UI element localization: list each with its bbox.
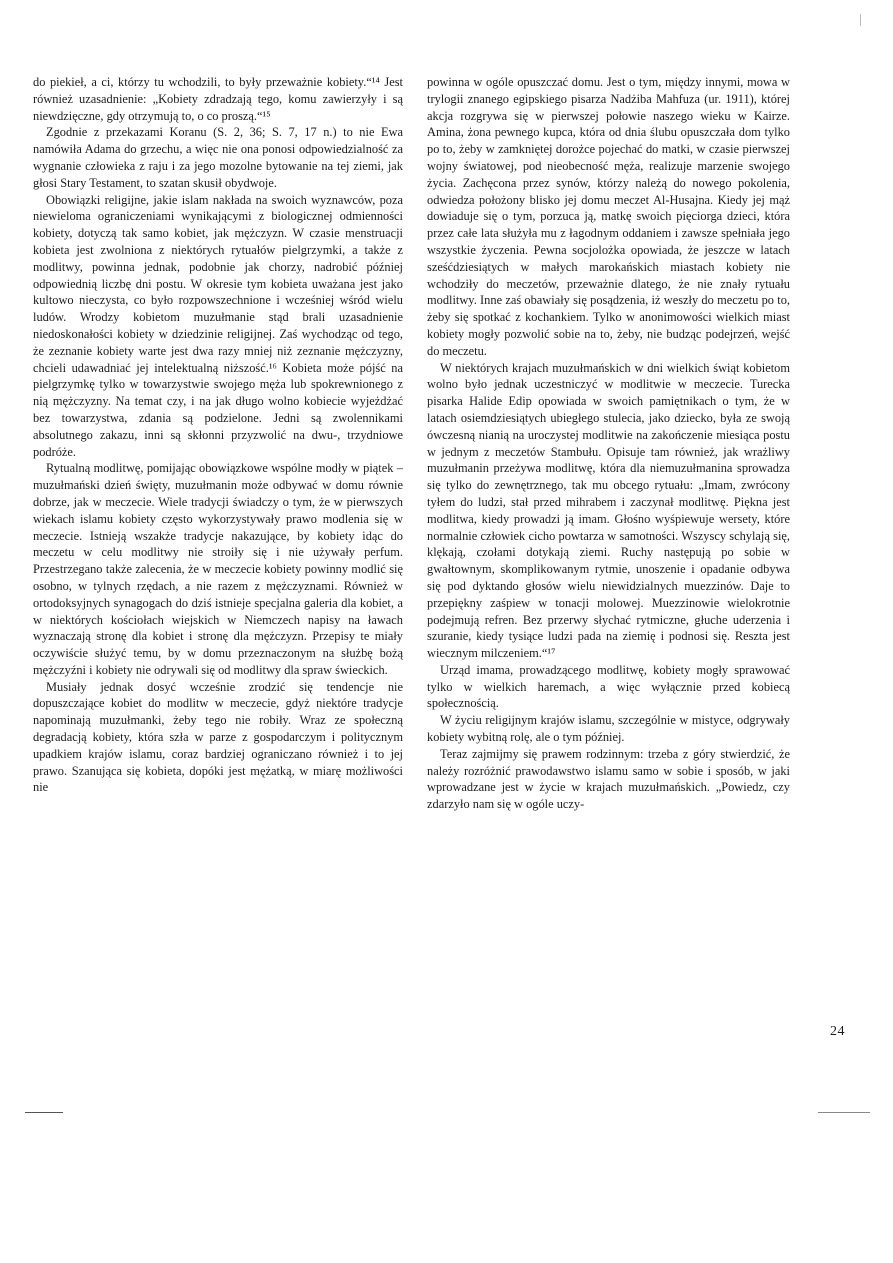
margin-mark (860, 14, 861, 26)
right-column (427, 74, 790, 813)
paragraph: powinna w ogóle opuszczać domu. Jest o tym, między innymi, mowa w trylogii znanego egipskiego pisarza Nadżiba Mahfuza (ur. 1911), której akcja rozgrywa się w pierwszej połowie naszego wieku w Kairze. Amina, żona pewnego kupca, która od dnia ślubu opuszczała dom tylko po to, żeby w zamkniętej dorożce pojechać do matki, w czasie pierwszej wojny światowej, pod nieobecność męża, realizuje marzenie swojego życia. Zachęcona przez synów, którzy należą do nowego pokolenia, odwiedza położony blisko jej domu meczet Al-Husajna. Kiedy jej mąż dowiaduje się o tym, porzuca ją, matkę swoich pięciorga dzieci, która przez całe lata służyła mu z łagodnym oddaniem i zawsze spełniała jego wszystkie życzenia. Pewna socjolożka opowiada, że jeszcze w latach sześćdziesiątych w małych marokańskich miastach kobiety nie wchodziły do meczetów, przeważnie dlatego, że nie znały rytuału modlitwy. Inne zaś obawiały się posądzenia, iż weszły do meczetu po to, żeby się spotkać z kochankiem. Tylko w anonimowości wielkich miast kobiety mogły pozwolić sobie na to, żeby, nie budząc podejrzeń, wejść do meczetu. (427, 75, 790, 358)
paragraph: Urząd imama, prowadzącego modlitwę, kobiety mogły sprawować tylko w wielkich haremach, a więc wyłącznie przed kobiecą społecznością. (427, 662, 790, 711)
paragraph: Zgodnie z przekazami Koranu (S. 2, 36; S. 7, 17 n.) to nie Ewa namówiła Adama do grzechu, a więc nie ona ponosi odpowiedzialność za wygnanie człowieka z raju i za jego mozolne bytowanie na tej ziemi, jak głosi Stary Testament, to szatan skusił obydwoje. (33, 125, 403, 190)
paragraph: Obowiązki religijne, jakie islam nakłada na swoich wyznawców, poza niewieloma ograniczeniami wynikającymi z biologicznej odmienności kobiety, dotyczą tak samo kobiet, jak mężczyzn. W czasie menstruacji kobieta jest zwolniona z niektórych rytuałów pielgrzymki, a także z modlitwy, powinna jednak, podobnie jak chorzy, nadrobić później odpowiednią liczbę dni postu. W okresie tym kobieta uważana jest jako kultowo nieczysta, co było rozpowszechnione i wcześniej wśród wielu ludów. Wrodzy kobietom muzułmanie stąd brali uzasadnienie niedoskonałości kobiety w dziedzinie religijnej. Zaś wychodząc od tego, że zeznanie kobiety warte jest dwa razy mniej niż zeznanie mężczyzny, chcieli udawadniać jej intelektualną niższość.¹⁶ Kobieta może pójść na pielgrzymkę tylko w towarzystwie swojego męża lub spokrewnionego z nią mężczyzny. Na temat czy, i na jak długo wolno kobiecie wyjeżdżać bez towarzystwa, zdania są podzielone. Jedni są zwolennikami absolutnego zakazu, inni są skłonni przyzwolić na dwu-, trzydniowe podróże. (33, 192, 403, 459)
bottom-rule-right (818, 1112, 870, 1113)
paragraph: Musiały jednak dosyć wcześnie zrodzić się tendencje nie dopuszczające kobiet do modlitw w meczecie, gdyż niektóre tradycje napominają muzułmanki, żeby tego nie robiły. Wraz ze społeczną degradacją kobiety, która szła w parze z gospodarczym i politycznym upadkiem krajów islamu, coraz bardziej ograniczano również i to jej prawo. Szanująca się kobieta, dopóki jest mężatką, w miarę możliwości nie (33, 679, 403, 795)
paragraph: W życiu religijnym krajów islamu, szczególnie w mistyce, odgrywały kobiety wybitną rolę, ale o tym później. (427, 713, 790, 745)
paragraph: Rytualną modlitwę, pomijając obowiązkowe wspólne modły w piątek – muzułmański dzień święty, muzułmanin może odbywać w domu równie dobrze, jak w meczecie. Wiele tradycji świadczy o tym, że w pierwszych wiekach islamu kobiety często wykorzystywały prawo modlenia się w meczecie. Istnieją wszakże tradycje nakazujące, by kobiety idąc do meczetu w celu modlitwy nie stroiły się i nie używały perfum. Przestrzegano także zalecenia, że w meczecie kobiety powinny modlić się osobno, w tylnych rzędach, a nie razem z mężczyznami. Również w ortodoksyjnych synagogach do dziś istnieje specjalna galeria dla kobiet, a w niektórych kościołach wiejskich w Niemczech napisy na ławach wyznaczają stronę dla kobiet i stronę dla mężczyzn. Przepisy te miały oczywiście służyć temu, by w domu przeznaczonym na służbę bożą mężczyźni i kobiety nie odrywali się od modlitwy dla spraw świeckich. (33, 461, 403, 677)
paragraph: do piekieł, a ci, którzy tu wchodzili, to były przeważnie kobiety.“¹⁴ Jest również uzasadnienie: „Kobiety zdradzają tego, komu zawierzyły i są niewdzięczne, gdy otrzymują to, o co proszą.“¹⁵ (33, 75, 403, 123)
left-column (33, 74, 403, 796)
page-number: 24 (830, 1024, 845, 1039)
paragraph: W niektórych krajach muzułmańskich w dni wielkich świąt kobietom wolno było jednak uczestniczyć w modlitwie w meczecie. Turecka pisarka Halide Edip opowiada w swoich pamiętnikach o tym, że w latach osiemdziesiątych ubiegłego stulecia, jako dziecko, była ze swoją ówczesną nianią na uroczystej modlitwie na zakończenie miesiąca postu w jednym z meczetów Stambułu. Opisuje tam również, jak wrażliwy muzułmanin przeżywa modlitwę, która dla niemuzułmanina sprowadza się tylko do zewnętrznego, tak mu obcego rytuału: „Imam, zwrócony tyłem do ludzi, stał przed mihrabem i zaczynał modlitwę. Piękna jest modlitwa, kiedy prowadzi ją imam. Głośno wyśpiewuje wersety, które normalnie człowiek cicho powtarza w samotności. Wszyscy schylają się, klękają, czołami dotykają ziemi. Ruchy następują po sobie w gwałtownym, skomplikowanym rytmie, unoszenie i opadanie odbywa się pod dyktando głosów wielu niewidzialnych muezzinów. Daje to przepiękny zaśpiew w tonacji molowej. Muezzinowie wielokrotnie podejmują refren. Bez przerwy słychać rytmiczne, głuche uderzenia i szuranie, kiedy tysiące ludzi pada na ziemię i podnosi się. Reszta jest wiecznym milczeniem.“¹⁷ (427, 360, 790, 661)
paragraph: Teraz zajmijmy się prawem rodzinnym: trzeba z góry stwierdzić, że należy rozróżnić prawodawstwo islamu samo w sobie i sposób, w jaki wprowadzane jest w życie w krajach muzułmańskich. „Powiedz, czy zdarzyło nam się w ogóle uczy- (427, 746, 790, 812)
bottom-rule-left (25, 1112, 63, 1113)
